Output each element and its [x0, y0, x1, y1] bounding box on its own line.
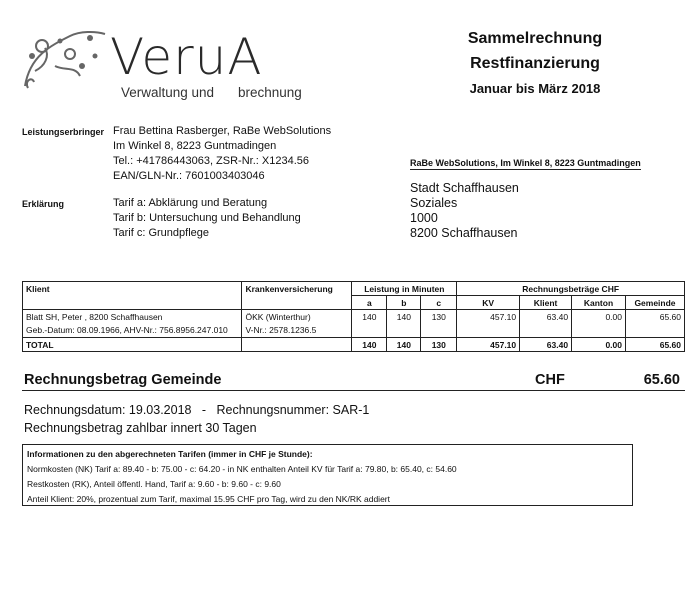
recipient-address	[410, 181, 519, 241]
minutes-b: 140	[387, 310, 421, 324]
insurance-name: ÖKK (Winterthur)	[242, 310, 352, 324]
header-empty	[23, 296, 242, 310]
info-line: Anteil Klient: 20%, prozentual zum Tarif, maximal 15.95 CHF pro Tag, wird zu den NK/RK addiert	[27, 494, 390, 504]
provider-label: Leistungserbringer	[22, 127, 105, 137]
recipient-line: 1000	[410, 211, 438, 225]
header-kv: KV	[457, 296, 520, 310]
tarif-line: Tarif c: Grundpflege	[113, 227, 209, 239]
doc-subtitle: Restfinanzierung	[470, 55, 600, 72]
header-kanton: Kanton	[572, 296, 626, 310]
summary-row	[22, 371, 685, 391]
provider-line: Tel.: +41786443063, ZSR-Nr.: X1234.56	[113, 155, 309, 167]
recipient-line: Stadt Schaffhausen	[410, 181, 519, 195]
info-title: Informationen zu den abgerechneten Tarifen (immer in CHF je Stunde):	[27, 449, 313, 459]
insurance-number: V-Nr.: 2578.1236.5	[242, 324, 352, 338]
recipient-line: 8200 Schaffhausen	[410, 226, 518, 240]
minutes-a: 140	[352, 310, 387, 324]
header-insurance: Krankenversicherung	[242, 282, 352, 296]
floral-ornament-icon	[20, 26, 110, 96]
amount-kv: 457.10	[457, 310, 520, 324]
explanation-block	[113, 196, 301, 241]
table-row	[23, 310, 685, 324]
header-amounts: Rechnungsbeträge CHF	[457, 282, 685, 296]
tarif-line: Tarif b: Untersuchung und Behandlung	[113, 212, 301, 224]
total-gemeinde: 65.60	[625, 338, 684, 352]
logo-word: VeruA	[110, 28, 263, 86]
doc-title: Sammelrechnung	[467, 30, 603, 47]
minutes-c: 130	[421, 310, 457, 324]
header-client: Klient	[23, 282, 242, 296]
services-table	[22, 281, 685, 352]
doc-period: Januar bis März 2018	[469, 81, 601, 96]
amount-gemeinde: 65.60	[625, 310, 684, 324]
provider-line: Im Winkel 8, 8223 Guntmadingen	[113, 140, 277, 152]
total-kanton: 0.00	[572, 338, 626, 352]
provider-line: Frau Bettina Rasberger, RaBe WebSolutions	[113, 125, 332, 137]
info-line: Restkosten (RK), Anteil öffentl. Hand, Tarif a: 9.60 - b: 9.60 - c: 9.60	[27, 479, 281, 489]
table-row	[23, 324, 685, 338]
header-b: b	[387, 296, 421, 310]
provider-line: EAN/GLN-Nr.: 7601003403046	[113, 170, 265, 182]
amount-kanton: 0.00	[572, 310, 626, 324]
header-gemeinde: Gemeinde	[625, 296, 684, 310]
summary-amount: 65.60	[643, 372, 680, 388]
amount-klient: 63.40	[520, 310, 572, 324]
logo-subtitle-2: brechnung	[238, 85, 302, 100]
total-a: 140	[352, 338, 387, 352]
invoice-date-number: Rechnungsdatum: 19.03.2018 - Rechnungsnummer: SAR-1	[24, 403, 370, 417]
client-details: Geb.-Datum: 08.09.1966, AHV-Nr.: 756.8956.247.010	[23, 324, 242, 338]
total-c: 130	[421, 338, 457, 352]
provider-block	[113, 124, 331, 184]
header-a: a	[352, 296, 387, 310]
info-line: Normkosten (NK) Tarif a: 89.40 - b: 75.00 - c: 64.20 - in NK enthalten Anteil KV für Tarif a: 79.80, b: 65.40, c: 54.60	[27, 464, 457, 474]
total-row	[23, 338, 685, 352]
tarif-line: Tarif a: Abklärung und Beratung	[113, 197, 268, 209]
logo-subtitle-1: Verwaltung und	[121, 85, 215, 100]
tariff-info-box	[22, 444, 633, 506]
sender-line: RaBe WebSolutions, Im Winkel 8, 8223 Guntmadingen	[410, 158, 641, 168]
client-name: Blatt SH, Peter , 8200 Schaffhausen	[23, 310, 242, 324]
total-klient: 63.40	[520, 338, 572, 352]
total-kv: 457.10	[457, 338, 520, 352]
summary-currency: CHF	[535, 372, 565, 388]
header-klient: Klient	[520, 296, 572, 310]
summary-label: Rechnungsbetrag Gemeinde	[24, 372, 222, 388]
total-label: TOTAL	[23, 338, 242, 352]
header-empty	[242, 296, 352, 310]
recipient-line: Soziales	[410, 196, 458, 210]
header-minutes: Leistung in Minuten	[352, 282, 457, 296]
payment-terms: Rechnungsbetrag zahlbar innert 30 Tagen	[24, 421, 257, 435]
header-c: c	[421, 296, 457, 310]
total-b: 140	[387, 338, 421, 352]
explanation-label: Erklärung	[22, 199, 65, 209]
